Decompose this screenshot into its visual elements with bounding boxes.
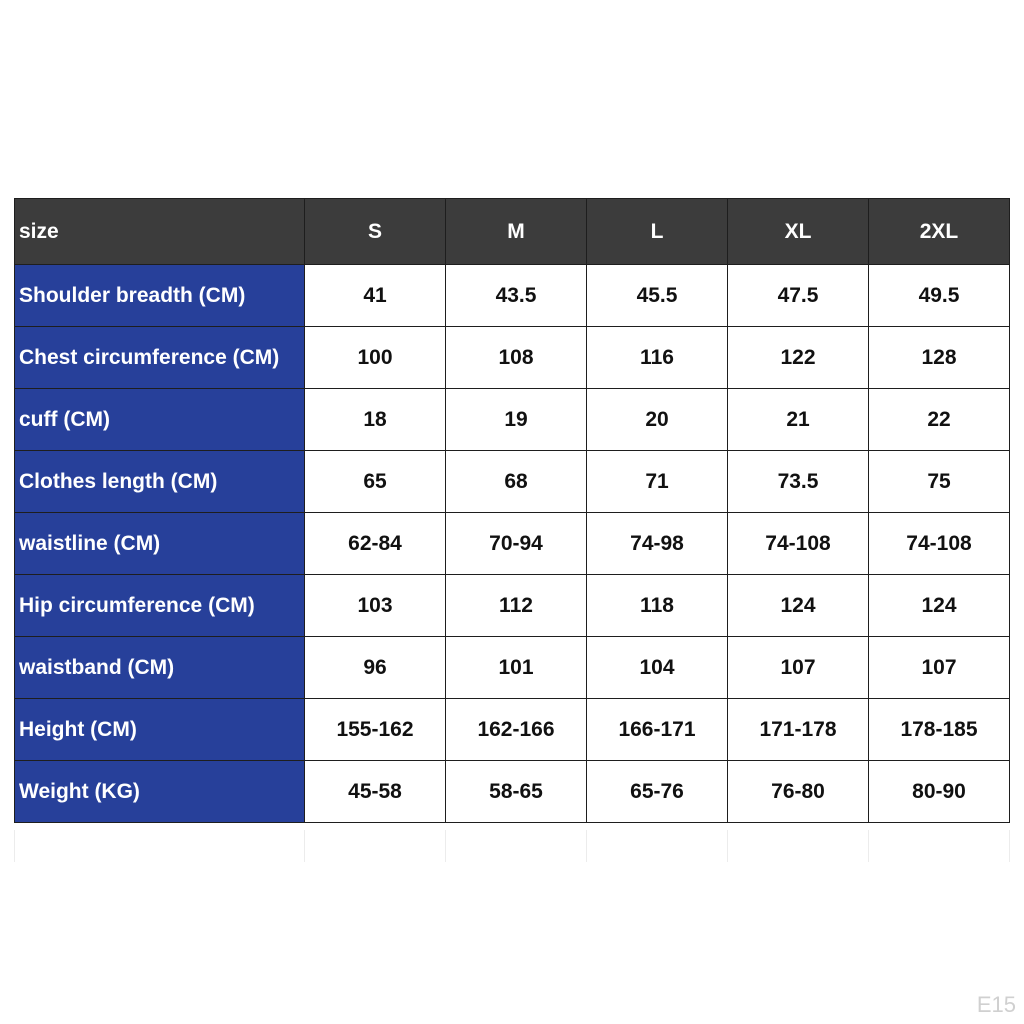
- measurement-value: 96: [305, 637, 446, 699]
- measurement-value: 58-65: [446, 761, 587, 823]
- measurement-value: 122: [728, 327, 869, 389]
- measurement-label: cuff (CM): [15, 389, 305, 451]
- measurement-value: 155-162: [305, 699, 446, 761]
- table-row: [15, 265, 1010, 327]
- measurement-value: 116: [587, 327, 728, 389]
- measurement-value: 45-58: [305, 761, 446, 823]
- measurement-value: 80-90: [869, 761, 1010, 823]
- measurement-value: 128: [869, 327, 1010, 389]
- measurement-value: 171-178: [728, 699, 869, 761]
- measurement-value: 75: [869, 451, 1010, 513]
- measurement-value: 73.5: [728, 451, 869, 513]
- size-chart-table: [14, 198, 1010, 823]
- measurement-value: 112: [446, 575, 587, 637]
- measurement-value: 104: [587, 637, 728, 699]
- measurement-label: Hip circumference (CM): [15, 575, 305, 637]
- measurement-value: 68: [446, 451, 587, 513]
- measurement-value: 45.5: [587, 265, 728, 327]
- measurement-label: waistband (CM): [15, 637, 305, 699]
- measurement-value: 70-94: [446, 513, 587, 575]
- table-row: [15, 575, 1010, 637]
- measurement-value: 107: [728, 637, 869, 699]
- measurement-value: 43.5: [446, 265, 587, 327]
- measurement-value: 74-98: [587, 513, 728, 575]
- measurement-value: 124: [728, 575, 869, 637]
- table-row: [15, 761, 1010, 823]
- measurement-label: waistline (CM): [15, 513, 305, 575]
- measurement-value: 47.5: [728, 265, 869, 327]
- measurement-value: 100: [305, 327, 446, 389]
- measurement-label: Clothes length (CM): [15, 451, 305, 513]
- table-row: [15, 327, 1010, 389]
- size-header-s: S: [305, 199, 446, 265]
- measurement-value: 103: [305, 575, 446, 637]
- measurement-value: 118: [587, 575, 728, 637]
- measurement-value: 22: [869, 389, 1010, 451]
- measurement-value: 19: [446, 389, 587, 451]
- measurement-value: 166-171: [587, 699, 728, 761]
- table-row: [15, 451, 1010, 513]
- measurement-value: 76-80: [728, 761, 869, 823]
- size-header-m: M: [446, 199, 587, 265]
- watermark: E15: [976, 992, 1016, 1017]
- measurement-value: 62-84: [305, 513, 446, 575]
- measurement-value: 124: [869, 575, 1010, 637]
- table-row: [15, 699, 1010, 761]
- size-header-xl: XL: [728, 199, 869, 265]
- measurement-value: 65: [305, 451, 446, 513]
- measurement-value: 178-185: [869, 699, 1010, 761]
- measurement-value: 71: [587, 451, 728, 513]
- measurement-label: Shoulder breadth (CM): [15, 265, 305, 327]
- table-row: [15, 637, 1010, 699]
- measurement-value: 74-108: [728, 513, 869, 575]
- measurement-value: 18: [305, 389, 446, 451]
- header-row: [15, 199, 1010, 265]
- measurement-value: 74-108: [869, 513, 1010, 575]
- measurement-label: Height (CM): [15, 699, 305, 761]
- measurement-value: 162-166: [446, 699, 587, 761]
- table-row: [15, 389, 1010, 451]
- size-header-l: L: [587, 199, 728, 265]
- table-row: [15, 513, 1010, 575]
- measurement-value: 41: [305, 265, 446, 327]
- measurement-value: 20: [587, 389, 728, 451]
- measurement-label: Weight (KG): [15, 761, 305, 823]
- size-header-label: size: [15, 199, 305, 265]
- measurement-value: 21: [728, 389, 869, 451]
- measurement-label: Chest circumference (CM): [15, 327, 305, 389]
- size-header-2xl: 2XL: [869, 199, 1010, 265]
- measurement-value: 108: [446, 327, 587, 389]
- measurement-value: 101: [446, 637, 587, 699]
- measurement-value: 49.5: [869, 265, 1010, 327]
- empty-grid-row: [14, 830, 1010, 862]
- measurement-value: 65-76: [587, 761, 728, 823]
- size-chart-body: [15, 265, 1010, 823]
- measurement-value: 107: [869, 637, 1010, 699]
